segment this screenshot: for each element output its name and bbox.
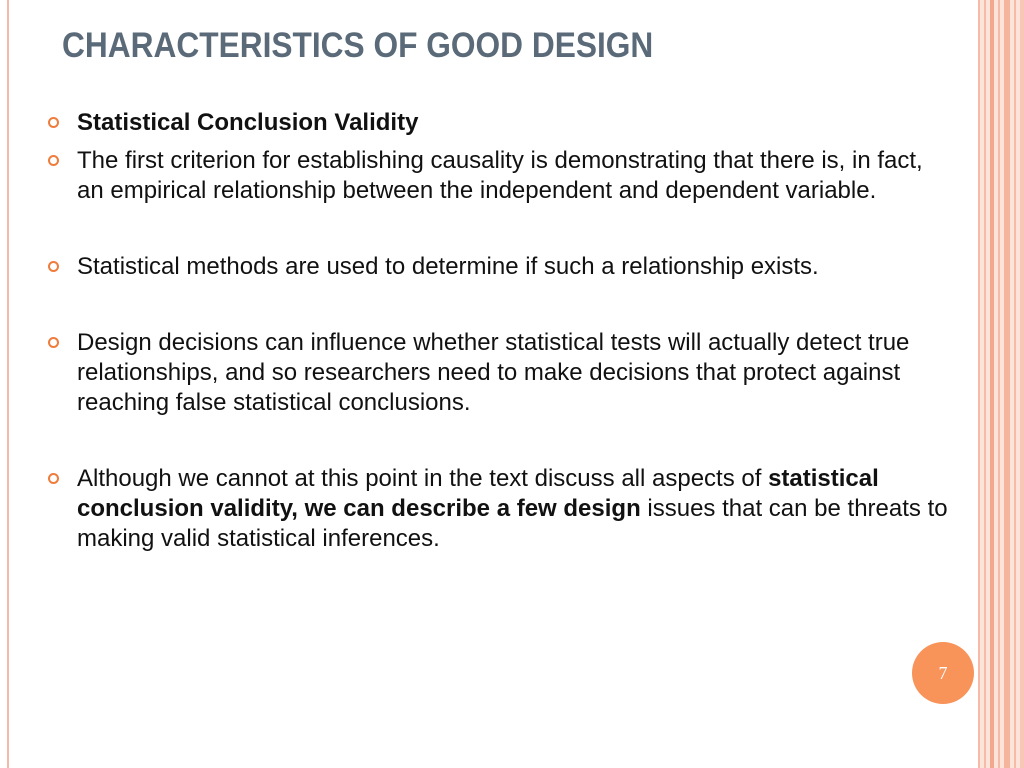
bullet-text: Design decisions can influence whether statistical tests will actually detect true relationships, and so researchers need to make decisions that protect against reaching false statistical conclusions. [77,329,910,416]
bullet-item-threats [44,464,954,554]
bullet-circle-icon [48,261,59,272]
bullet-item-heading [44,108,954,138]
right-decorative-stripes [978,0,1024,768]
bullet-text-bold: statistical conclusion validity, we can describe a few design [77,465,879,522]
bullet-item-causality [44,146,954,206]
page-number: 7 [938,662,948,683]
bullet-text-before: Although we cannot at this point in the text discuss all aspects of [77,465,769,492]
stripe [998,0,1000,768]
stripe [1004,0,1010,768]
bullet-item-methods [44,252,954,282]
bullet-list [44,108,954,554]
bullet-item-design-decisions [44,328,954,418]
stripe [990,0,994,768]
bullet-text: Statistical methods are used to determine if such a relationship exists. [77,253,819,280]
stripe [984,0,986,768]
stripe [1020,0,1024,768]
bullet-circle-icon [48,337,59,348]
stripe [1014,0,1016,768]
left-border-line [7,0,9,768]
bullet-text: Statistical Conclusion Validity [77,109,419,136]
bullet-circle-icon [48,117,59,128]
page-number-badge [912,642,974,704]
bullet-text-after: issues that can be threats to making valid statistical inferences. [77,495,948,552]
bullet-circle-icon [48,473,59,484]
bullet-text: The first criterion for establishing causality is demonstrating that there is, in fact, an empirical relationship between the independent and dependent variable. [77,147,923,204]
stripe [978,0,980,768]
bullet-circle-icon [48,155,59,166]
slide-title: CHARACTERISTICS OF GOOD DESIGN [62,26,654,65]
